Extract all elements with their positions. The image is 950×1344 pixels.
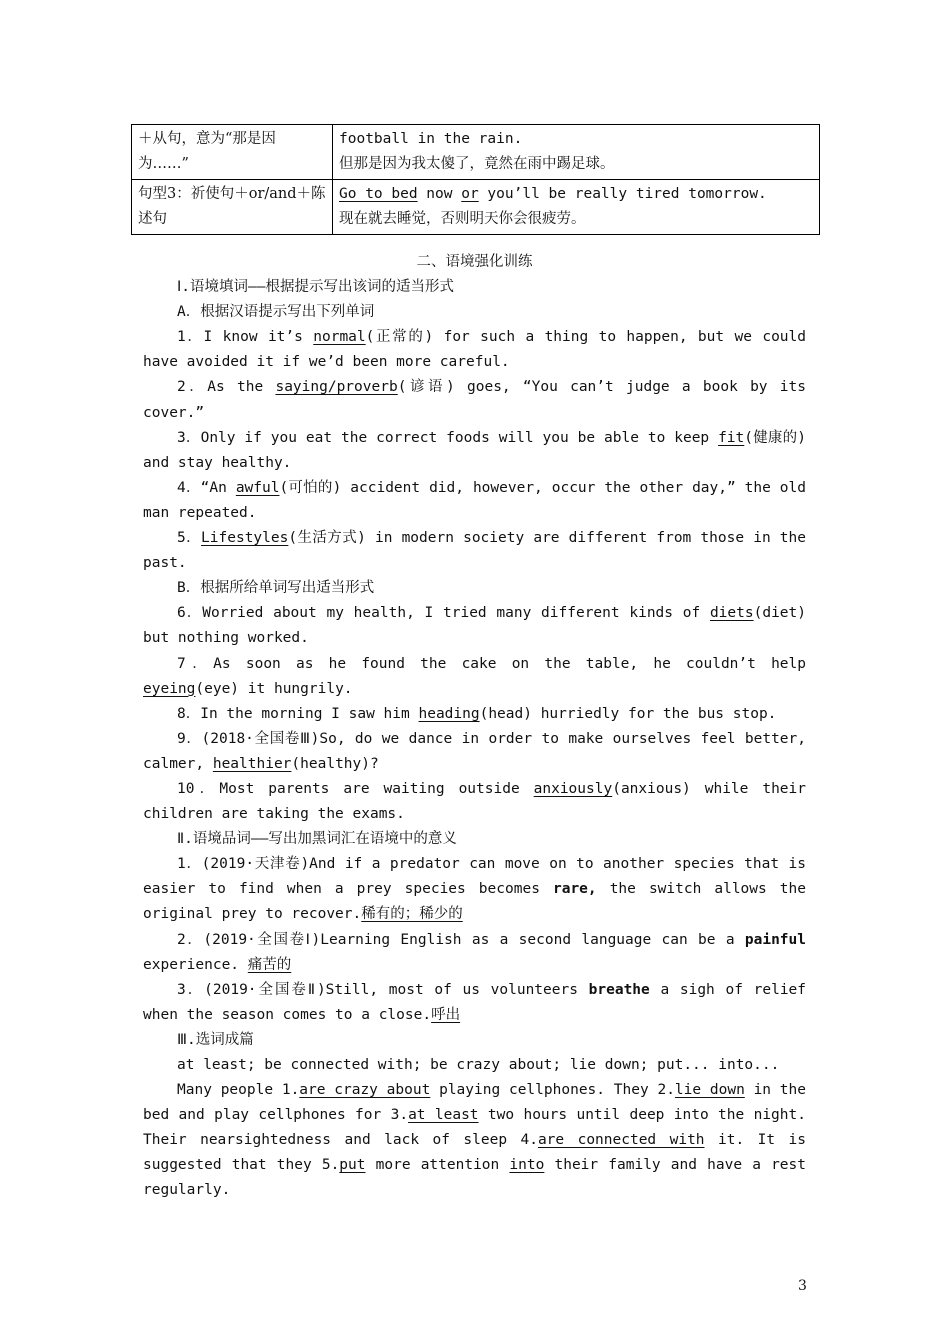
exercise-item [143, 852, 806, 927]
exercise-item [143, 777, 806, 827]
answer: 呼出 [431, 1006, 461, 1023]
part1-a-list [143, 325, 806, 576]
passage-text: playing cellphones. They 2. [430, 1082, 675, 1099]
exercise-body [143, 250, 806, 1204]
item-text: 2．As the [177, 379, 276, 396]
item-text: (diet) but nothing worked. [143, 605, 806, 647]
exercise-item [143, 476, 806, 526]
item-text: 2．(2019·全国卷Ⅰ)Learning English as a second language can be a [177, 931, 745, 948]
item-text: 3．Only if you eat the correct foods will you be able to keep [177, 429, 719, 446]
item-text: (健康的) and stay healthy. [143, 429, 806, 471]
table-cell-example [333, 180, 820, 235]
item-text: the switch allows the original prey to recover. [143, 881, 806, 923]
exercise-item [143, 978, 806, 1028]
bold-word: rare, [552, 881, 597, 898]
passage-text: it. It is suggested that they 5. [143, 1132, 806, 1174]
item-text: (eye) it hungrily. [195, 680, 353, 697]
item-text: (生活方式) in modern society are different from those in the past. [143, 530, 806, 572]
item-text: (可怕的) accident did, however, occur the other day,” the old man repeated. [143, 479, 807, 521]
item-text: (head) hurriedly for the bus stop. [479, 705, 777, 722]
answer: eyeing [143, 680, 196, 697]
item-text: a sigh of relief when the season comes to a close. [143, 981, 807, 1023]
answer: healthier [212, 755, 292, 772]
exercise-item [143, 325, 806, 375]
page-number: 3 [798, 1278, 807, 1294]
item-text: 7．As soon as he found the cake on the table, he couldn’t help [177, 655, 806, 672]
item-text: (anxious) while their children are taking the exams. [143, 780, 806, 823]
item-text: 1．(2019·天津卷)And if a predator can move on to another species that is easier to find when a prey species becomes [143, 856, 806, 898]
sentence-pattern-table [131, 124, 820, 235]
underlined-text: Go to bed [339, 186, 418, 202]
item-text: (正常的) for such a thing to happen, but we could have avoided it if we’d been more careful. [143, 329, 806, 371]
item-text: experience. [143, 956, 248, 973]
answer: normal [313, 329, 366, 346]
answer: 痛苦的 [247, 956, 292, 973]
answer: into [509, 1157, 545, 1174]
passage-text: in the bed and play cellphones for 3. [143, 1082, 807, 1124]
passage-text: their family and have a rest regularly. [143, 1157, 806, 1199]
item-text: 9．(2018·全国卷Ⅲ)So, do we dance in order to make ourselves feel better, calmer, [143, 730, 806, 772]
item-text: 6．Worried about my health, I tried many different kinds of [177, 605, 710, 622]
underlined-text: or [461, 186, 479, 202]
example-english: football in the rain. [339, 131, 523, 147]
passage-text: Many people 1. [177, 1082, 300, 1099]
section-title: 二、语境强化训练 [416, 254, 533, 270]
table-row [132, 180, 820, 235]
answer: anxiously [533, 780, 613, 797]
item-text: 3．(2019·全国卷Ⅱ)Still, most of us volunteers [177, 981, 589, 998]
part1-b-list [143, 601, 806, 827]
answer: awful [235, 479, 280, 496]
item-text: 1．I know it’s [177, 329, 314, 346]
answer: diets [709, 605, 754, 622]
answer: heading [418, 705, 480, 722]
example-chinese: 但那是因为我太傻了，竟然在雨中踢足球。 [339, 156, 615, 172]
exercise-item [143, 601, 806, 651]
exercise-item [143, 652, 806, 702]
answer: Lifestyles [201, 530, 289, 547]
exercise-item [143, 727, 806, 777]
part3-title: Ⅲ.选词成篇 [177, 1031, 254, 1048]
part1-b-title: B．根据所给单词写出适当形式 [177, 580, 375, 597]
part2-title: Ⅱ.语境品词——写出加黑词汇在语境中的意义 [177, 831, 457, 848]
passage-text: two hours until deep into the night. Their nearsightedness and lack of sleep 4. [143, 1107, 806, 1149]
exercise-item [143, 526, 806, 576]
passage-text: more attention [365, 1157, 510, 1174]
item-text: 10．Most parents are waiting outside [177, 780, 534, 797]
table-cell-pattern: ＋从句，意为“那是因为……” [132, 125, 333, 180]
answer: lie down [674, 1082, 745, 1099]
item-text: 8．In the morning I saw him [177, 705, 419, 722]
item-text: (谚语) goes, “You can’t judge a book by its cover.” [143, 379, 806, 421]
part1-title: Ⅰ.语境填词——根据提示写出该词的适当形式 [177, 279, 454, 296]
part2-list [143, 852, 806, 1028]
item-text: (healthy)? [291, 755, 379, 772]
answer: 稀有的；稀少的 [361, 906, 463, 923]
table-row [132, 125, 820, 180]
exercise-item [143, 375, 806, 425]
example-english: Go to bed now or you’ll be really tired tomorrow. [339, 186, 767, 202]
example-chinese: 现在就去睡觉，否则明天你会很疲劳。 [339, 211, 586, 227]
answer: fit [718, 429, 745, 446]
exercise-item [143, 928, 806, 978]
answer: put [339, 1157, 366, 1174]
answer: saying/proverb [275, 379, 398, 396]
part1-a-title: A．根据汉语提示写出下列单词 [177, 304, 375, 321]
exercise-item [143, 426, 806, 476]
answer: are crazy about [299, 1082, 431, 1099]
phrase-bank: at least; be connected with; be crazy about; lie down; put... into... [177, 1057, 780, 1073]
bold-word: breathe [588, 981, 650, 998]
table-cell-example [333, 125, 820, 180]
table-cell-pattern: 句型3：祈使句＋or/and＋陈述句 [132, 180, 333, 235]
bold-word: painful [744, 931, 806, 948]
part3-passage [143, 1078, 806, 1203]
answer: at least [408, 1107, 479, 1124]
item-text: 5． [177, 530, 202, 547]
answer: are connected with [537, 1132, 705, 1149]
exercise-item [143, 702, 806, 727]
item-text: 4．“An [177, 479, 236, 496]
